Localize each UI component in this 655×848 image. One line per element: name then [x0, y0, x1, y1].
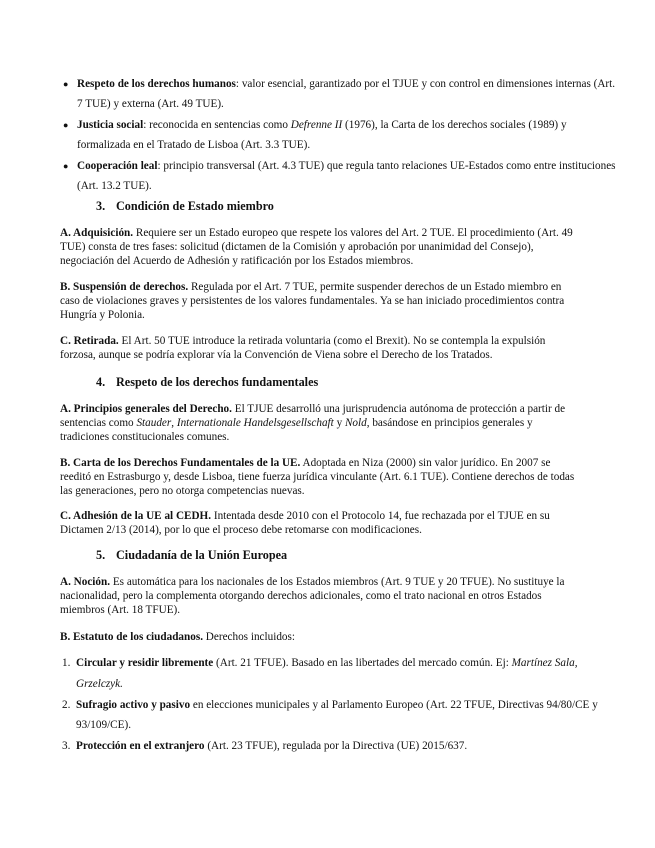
- values-bullet-list: [60, 74, 620, 197]
- rights-numbered-list: [60, 653, 600, 757]
- list-item: ● Justicia social: reconocida en sentencias como Defrenne II (1976), la Carta de los derechos sociales (1989) y formalizada en el Tratado de Lisboa (Art. 3.3 TUE).: [60, 115, 620, 155]
- paragraph-principios: A. Principios generales del Derecho. El TJUE desarrolló una jurisprudencia autónoma de protección a partir de sentencias como Stauder, Internationale Handelsgesellschaft y Nold, basándose en principios generales y tradiciones constitucionales comunes.: [60, 403, 566, 444]
- paragraph-suspension: B. Suspensión de derechos. Regulada por el Art. 7 TUE, permite suspender derechos de un Estado miembro en caso de violaciones graves y persistentes de los valores fundamentales. Ya se han iniciado procedimientos contra Hungría y Polonia.: [60, 281, 565, 322]
- bullet-icon: ●: [63, 79, 69, 89]
- paragraph-retirada: C. Retirada. El Art. 50 TUE introduce la retirada voluntaria (como el Brexit). No se contempla la expulsión forzosa, aunque se podría explorar vía la Convención de Viena sobre el Derecho de los Tratados.: [60, 335, 546, 362]
- list-item: ● Cooperación leal: principio transversal (Art. 4.3 TUE) que regula tanto relaciones UE-Estados como entre instituciones (Art. 13.2 TUE).: [60, 156, 620, 196]
- bullet-icon: ●: [63, 161, 69, 171]
- paragraph-adquisicion: A. Adquisición. Requiere ser un Estado europeo que respete los valores del Art. 2 TUE. El procedimiento (Art. 49 TUE) consta de tres fases: solicitud (dictamen de la Comisión y aprobación por unanimidad del Consejo), negociación del Acuerdo de Adhesión y ratificación por los Estados miembros.: [60, 227, 573, 268]
- section-heading: 3. Condición de Estado miembro: [96, 199, 274, 213]
- list-item: 1. Circular y residir libremente (Art. 21 TFUE). Basado en las libertades del mercado común. Ej: Martínez Sala, Grzelczyk.: [62, 657, 578, 690]
- bullet-icon: ●: [63, 120, 69, 130]
- section-heading: 5. Ciudadanía de la Unión Europea: [96, 548, 288, 562]
- paragraph-nocion: A. Noción. Es automática para los nacionales de los Estados miembros (Art. 9 TUE y 20 TFUE). No sustituye la nacionalidad, pero la complementa otorgando derechos adicionales, como el trato nacional en otros Estados miembros (Art. 18 TFUE).: [60, 576, 565, 617]
- paragraph-estatuto: B. Estatuto de los ciudadanos. Derechos incluidos:: [60, 631, 295, 643]
- section-heading: 4. Respeto de los derechos fundamentales: [96, 375, 319, 389]
- paragraph-carta: B. Carta de los Derechos Fundamentales de la UE. Adoptada en Niza (2000) sin valor jurídico. En 2007 se reeditó en Estrasburgo y, desde Lisboa, tiene fuerza jurídica vinculante (Art. 6.1 TUE). Contiene derechos de todas las generaciones, pero no otorga competencias nuevas.: [60, 457, 575, 498]
- list-item: 2. Sufragio activo y pasivo en elecciones municipales y al Parlamento Europeo (Art. 22 TFUE, Directivas 94/80/CE y 93/109/CE).: [62, 698, 598, 731]
- list-item: ● Respeto de los derechos humanos: valor esencial, garantizado por el TJUE y con control en dimensiones internas (Art. 7 TUE) y externa (Art. 49 TUE).: [60, 74, 620, 114]
- paragraph-adhesion: C. Adhesión de la UE al CEDH. Intentada desde 2010 con el Protocolo 14, fue rechazada por el TJUE en su Dictamen 2/13 (2014), por lo que el proceso debe retomarse con modificaciones.: [60, 510, 550, 537]
- list-item: 3. Protección en el extranjero (Art. 23 TFUE), regulada por la Directiva (UE) 2015/637.: [62, 740, 468, 752]
